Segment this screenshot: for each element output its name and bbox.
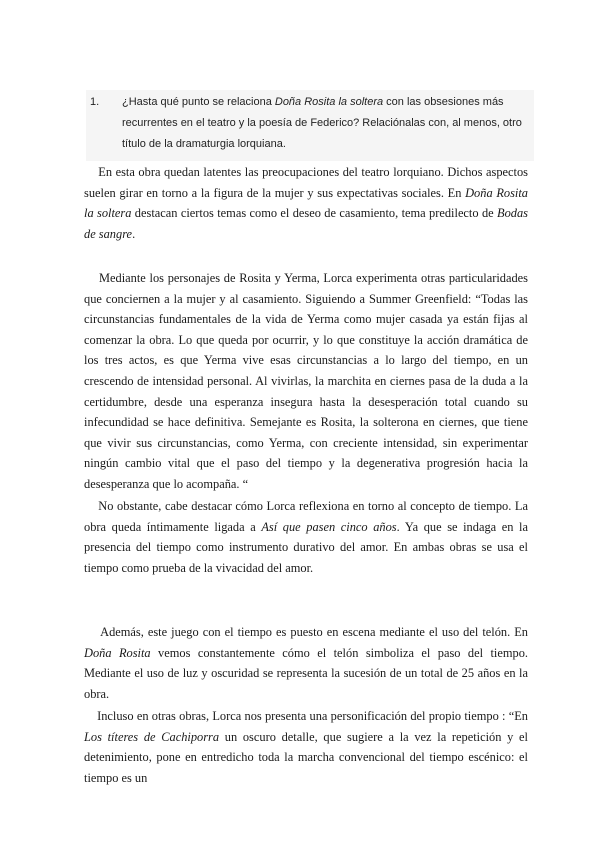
p1-text-e: . bbox=[132, 226, 136, 241]
p5-text-a: Incluso en otras obras, Lorca nos presenta una personificación del propio tiempo : “En bbox=[97, 709, 529, 723]
p3-text-c: . Ya que se indaga en la presencia del tiempo como instrumento durativo del amor. En ambas obras se usa el tiempo como prueba de la vivacidad del amor. bbox=[84, 519, 528, 575]
p1-text-a: En esta obra quedan latentes las preocupaciones del teatro lorquiano. Dichos aspectos suelen girar en torno a la figura de la mujer y sus expectativas sociales. En bbox=[84, 165, 528, 200]
paragraph-5 bbox=[84, 706, 528, 788]
question-block bbox=[86, 90, 534, 161]
question-title-italic: Doña Rosita la soltera bbox=[274, 96, 384, 108]
paragraph-2 bbox=[84, 268, 528, 495]
p1-italic-title-2: Bodas de sangre bbox=[84, 206, 528, 241]
p5-text-c: un oscuro detalle, que sugiere a la vez la repetición y el detenimiento, pone en entredicho toda la marcha convencional del tiempo escénico: el tiempo es un bbox=[84, 729, 529, 785]
question-text-pre: ¿Hasta qué punto se relaciona bbox=[122, 96, 275, 108]
p3-text-a: No obstante, cabe destacar cómo Lorca reflexiona en torno al concepto de tiempo. La obra queda íntimamente ligada a bbox=[84, 499, 528, 534]
p1-italic-title: Doña Rosita la soltera bbox=[84, 185, 528, 221]
paragraph-4 bbox=[84, 622, 528, 704]
p1-text-c: destacan ciertos temas como el deseo de casamiento, tema predilecto de bbox=[131, 206, 498, 221]
p5-italic-title: Los títeres de Cachiporra bbox=[84, 729, 220, 744]
paragraph-3 bbox=[84, 496, 528, 578]
p2-text: Mediante los personajes de Rosita y Yerma, Lorca experimenta otras particularidades que conciernen a la mujer y al casamiento. Siguiendo a Summer Greenfield: “Todas las circunstancias fundamentales de la vida de Yerma como mujer casada ya están fijas al comenzar la obra. Lo que queda por ocurrir, y lo que constituye la acción dramática de los tres actos, es que Yerma vive esas circunstancias a lo largo del tiempo, en un crescendo de intensidad personal. Al vivirlas, la marchita en ciernes pasa de la duda a la certidumbre, desde una esperanza insegura hasta la desesperación total cuando su infecundidad se hace definitiva. Semejante es Rosita, la solterona en ciernes, que tiene que vivir sus circunstancias, como Yerma, con creciente intensidad, sin experimentar ningún cambio vital que el paso del tiempo y la degenerativa progresión hacia la desesperanza que lo acompaña. “ bbox=[84, 271, 528, 491]
paragraph-1 bbox=[84, 162, 528, 244]
p4-text-a: Además, este juego con el tiempo es puesto en escena mediante el uso del telón. En bbox=[100, 625, 529, 639]
question-text bbox=[122, 92, 530, 155]
p4-text-c: vemos constantemente cómo el telón simboliza el paso del tiempo. Mediante el uso de luz y oscuridad se representa la sucesión de un total de 25 años en la obra. bbox=[84, 645, 528, 701]
question-number: 1. bbox=[90, 96, 100, 108]
p4-italic-title: Doña Rosita bbox=[84, 645, 151, 660]
question-text-post: con las obsesiones más recurrentes en el teatro y la poesía de Federico? Relaciónalas con, al menos, otro título de la dramaturgia lorquiana. bbox=[122, 96, 522, 150]
p3-italic-title: Así que pasen cinco años bbox=[261, 519, 397, 534]
